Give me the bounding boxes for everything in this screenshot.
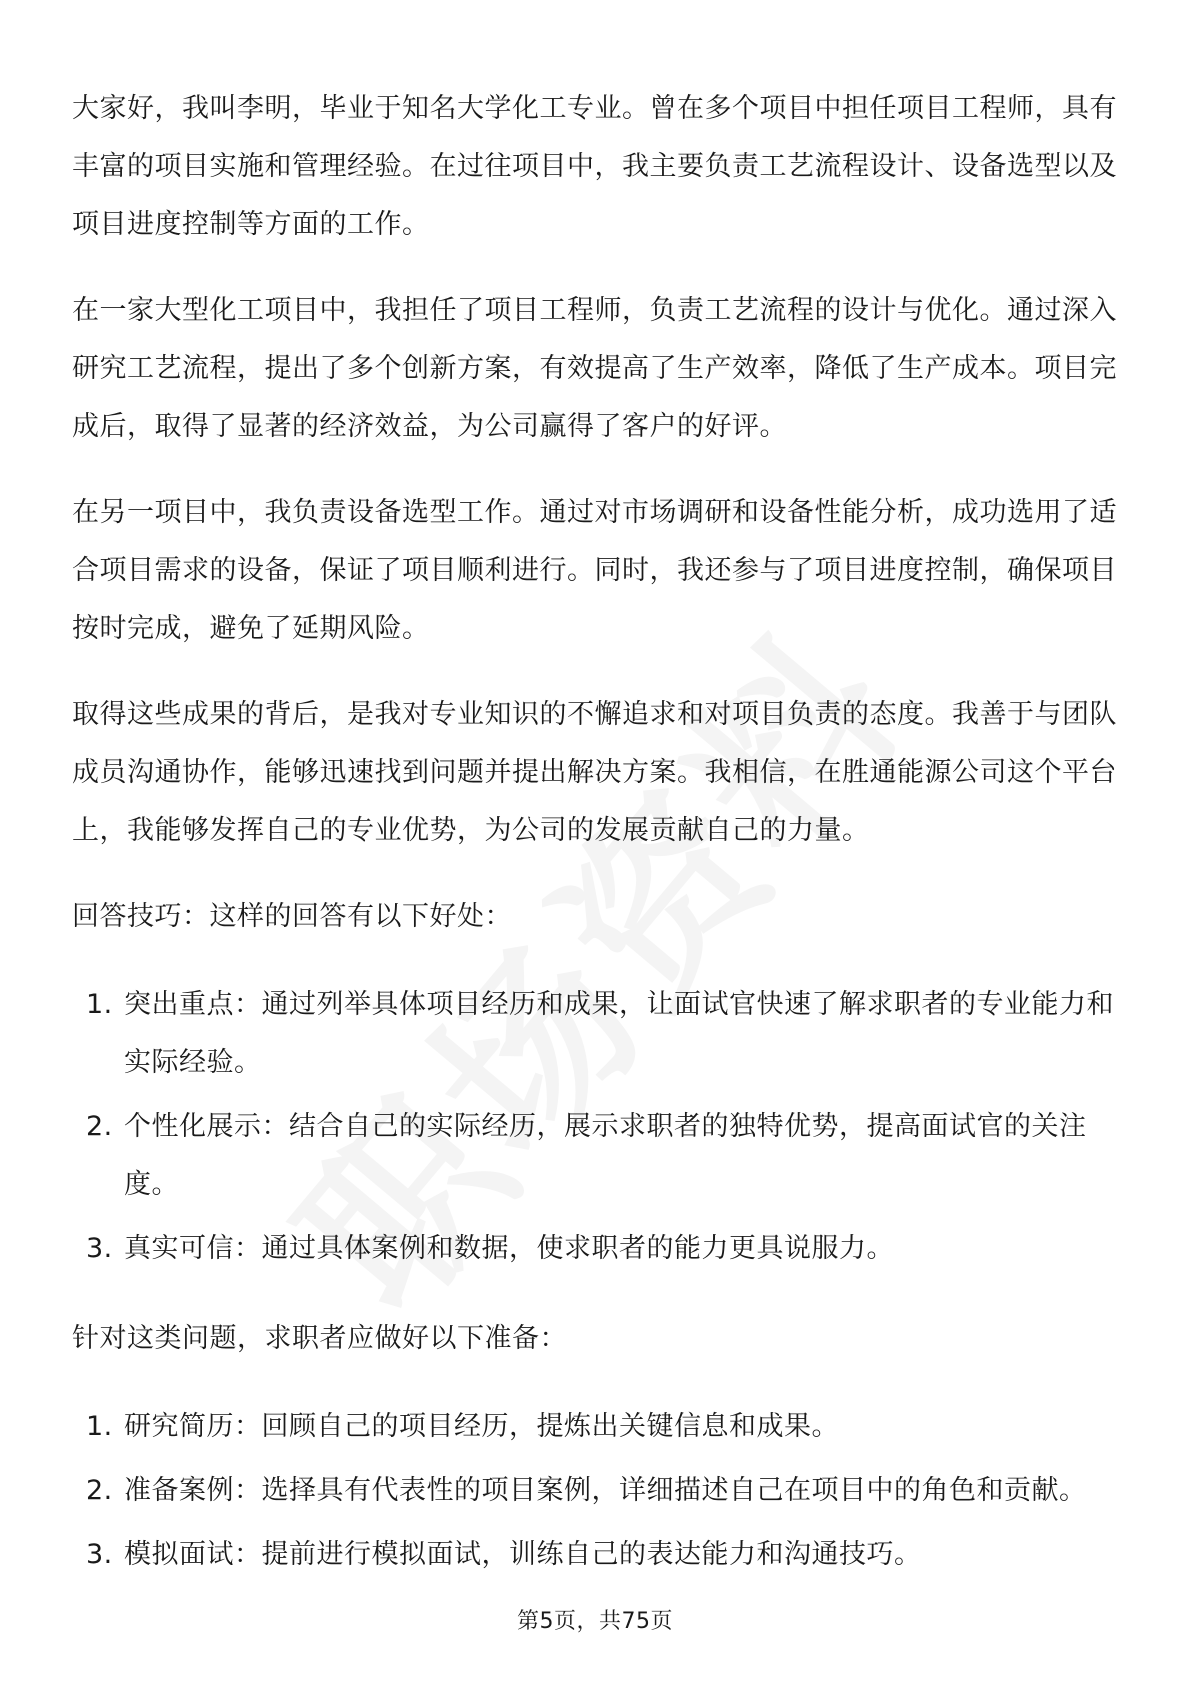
list-item	[72, 1220, 1118, 1278]
paragraph-summary: 取得这些成果的背后，是我对专业知识的不懈追求和对项目负责的态度。我善于与团队成员沟通协作，能够迅速找到问题并提出解决方案。我相信，在胜通能源公司这个平台上，我能够发挥自己的专业优势，为公司的发展贡献自己的力量。	[72, 699, 1117, 846]
list-item	[72, 1398, 1118, 1456]
list-number: 1.	[86, 989, 113, 1020]
list-item-text: 研究简历：回顾自己的项目经历，提炼出关键信息和成果。	[124, 1411, 839, 1442]
tips-list	[72, 976, 1118, 1278]
list-number: 3.	[86, 1539, 113, 1570]
list-number: 3.	[86, 1233, 113, 1264]
list-item-text: 模拟面试：提前进行模拟面试，训练自己的表达能力和沟通技巧。	[124, 1539, 922, 1570]
list-number: 2.	[86, 1475, 113, 1506]
list-item-text: 突出重点：通过列举具体项目经历和成果，让面试官快速了解求职者的专业能力和实际经验。	[124, 989, 1114, 1078]
list-item	[72, 1526, 1118, 1584]
list-item-text: 真实可信：通过具体案例和数据，使求职者的能力更具说服力。	[124, 1233, 894, 1264]
paragraph-project-one: 在一家大型化工项目中，我担任了项目工程师，负责工艺流程的设计与优化。通过深入研究工艺流程，提出了多个创新方案，有效提高了生产效率，降低了生产成本。项目完成后，取得了显著的经济效益，为公司赢得了客户的好评。	[72, 295, 1117, 442]
paragraph-project-two: 在另一项目中，我负责设备选型工作。通过对市场调研和设备性能分析，成功选用了适合项目需求的设备，保证了项目顺利进行。同时，我还参与了项目进度控制，确保项目按时完成，避免了延期风险。	[72, 497, 1117, 644]
prep-heading: 针对这类问题，求职者应做好以下准备：	[72, 1323, 567, 1354]
list-item	[72, 976, 1118, 1092]
page-number-footer: 第5页，共75页	[517, 1609, 673, 1634]
document-body	[72, 80, 1118, 1616]
list-item	[72, 1098, 1118, 1214]
list-number: 1.	[86, 1411, 113, 1442]
prep-list	[72, 1398, 1118, 1584]
list-number: 2.	[86, 1111, 113, 1142]
paragraph-intro: 大家好，我叫李明，毕业于知名大学化工专业。曾在多个项目中担任项目工程师，具有丰富的项目实施和管理经验。在过往项目中，我主要负责工艺流程设计、设备选型以及项目进度控制等方面的工作。	[72, 93, 1117, 240]
list-item-text: 准备案例：选择具有代表性的项目案例，详细描述自己在项目中的角色和贡献。	[124, 1475, 1087, 1506]
list-item	[72, 1462, 1118, 1520]
list-item-text: 个性化展示：结合自己的实际经历，展示求职者的独特优势，提高面试官的关注度。	[124, 1111, 1087, 1200]
tips-heading: 回答技巧：这样的回答有以下好处：	[72, 901, 512, 932]
